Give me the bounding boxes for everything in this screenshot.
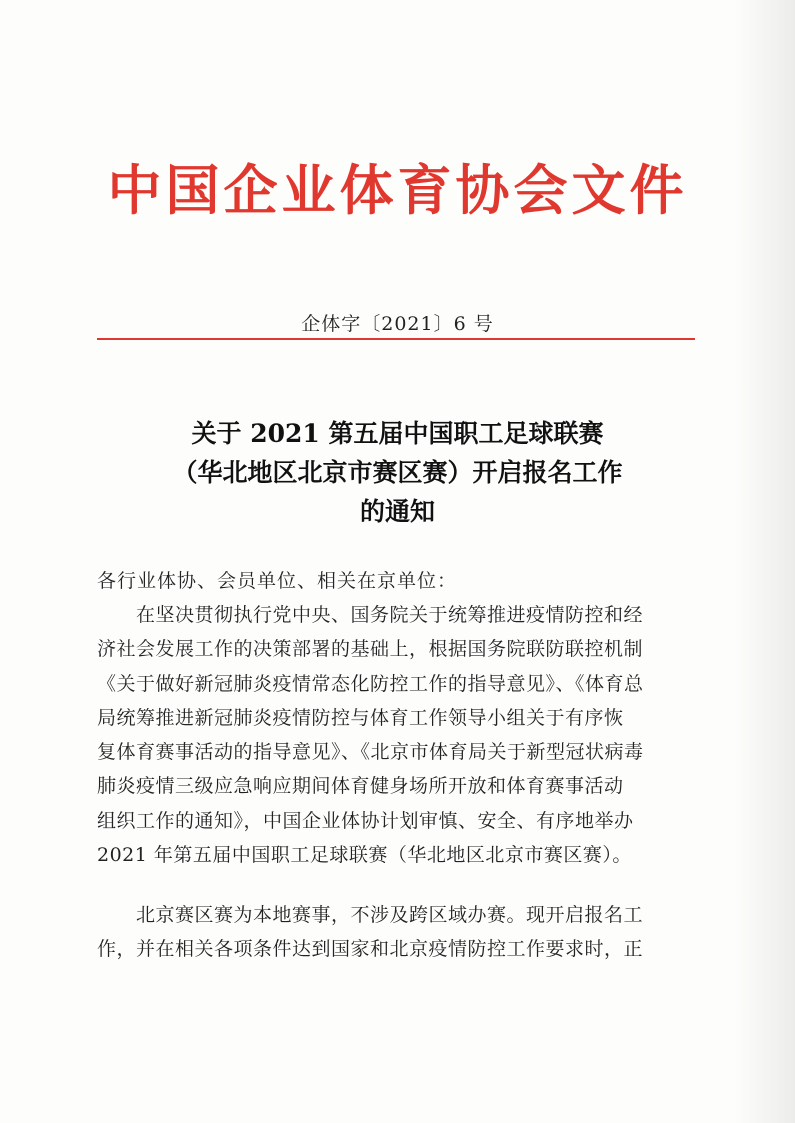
document-header-title: 中国企业体育协会文件 (107, 158, 688, 222)
body-paragraph-1 (97, 598, 697, 872)
paragraph-line: 局统筹推进新冠肺炎疫情防控与体育工作领导小组关于有序恢 (97, 706, 624, 729)
paragraph-line: 组织工作的通知》，中国企业体协计划审慎、安全、有序地举办 (97, 809, 634, 832)
salutation: 各行业体协、会员单位、相关在京单位： (97, 570, 458, 592)
paragraph-line: 肺炎疫情三级应急响应期间体育健身场所开放和体育赛事活动 (97, 775, 624, 798)
header-divider (97, 338, 695, 340)
subject-line-3: 的通知 (359, 497, 435, 526)
body-paragraph-2 (97, 898, 697, 967)
document-subject (0, 414, 795, 531)
subject-line-1: 关于 2021 第五届中国职工足球联赛 (191, 419, 604, 448)
paragraph-line: 在坚决贯彻执行党中央、国务院关于统筹推进疫情防控和经 (97, 604, 644, 626)
paragraph-line: 济社会发展工作的决策部署的基础上，根据国务院联防联控机制 (97, 638, 644, 661)
paragraph-line: 北京赛区赛为本地赛事，不涉及跨区域办赛。现开启报名工 (97, 904, 644, 926)
document-number: 企体字〔2021〕6 号 (301, 313, 494, 335)
paragraph-line: 复体育赛事活动的指导意见》、《北京市体育局关于新型冠状病毒 (97, 741, 644, 764)
paragraph-line: 《关于做好新冠肺炎疫情常态化防控工作的指导意见》、《体育总 (97, 672, 644, 695)
paragraph-line: 作，并在相关各项条件达到国家和北京疫情防控工作要求时，正 (97, 938, 644, 961)
subject-line-2: （华北地区北京市赛区赛）开启报名工作 (172, 458, 623, 487)
paragraph-line: 2021 年第五届中国职工足球联赛（华北地区北京市赛区赛）。 (97, 844, 632, 867)
